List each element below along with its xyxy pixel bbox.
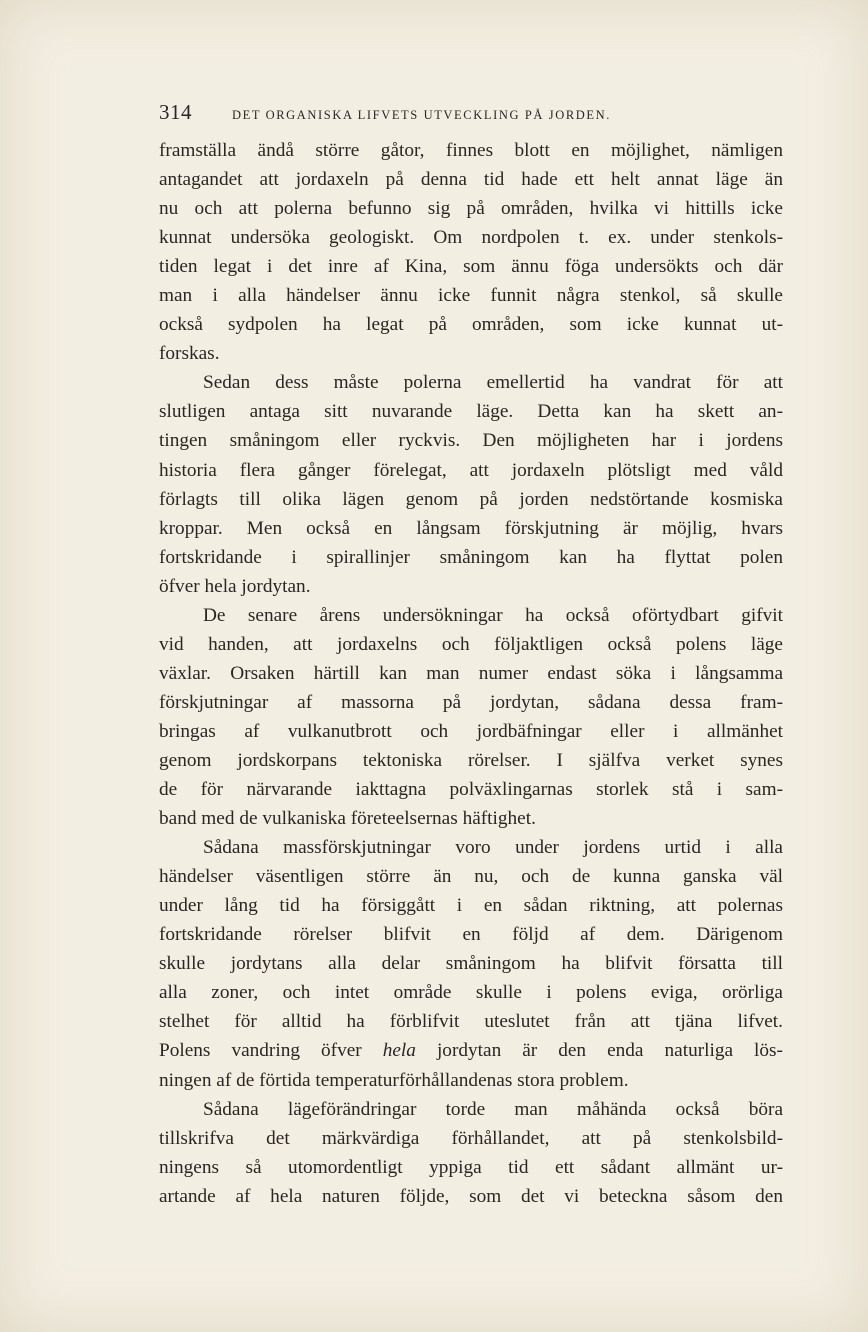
text-line: förskjutningar af massorna på jordytan, sådana dessa fram- bbox=[159, 691, 783, 713]
text-line bbox=[159, 1036, 783, 1065]
text-line: händelser väsentligen större än nu, och de kunna ganska väl bbox=[159, 866, 783, 888]
text-line: öfver hela jordytan. bbox=[159, 575, 311, 597]
text-line: de för närvarande iakttagna polväxlingarnas storlek stå i sam- bbox=[159, 779, 783, 801]
text-line: också sydpolen ha legat på områden, som icke kunnat ut- bbox=[159, 314, 783, 336]
text-line: genom jordskorpans tektoniska rörelser. I själfva verket synes bbox=[159, 749, 783, 771]
text-line: bringas af vulkanutbrott och jordbäfningar eller i allmänhet bbox=[159, 720, 783, 742]
text-line: skulle jordytans alla delar småningom ha blifvit försatta till bbox=[159, 953, 783, 975]
text-line: växlar. Orsaken härtill kan man numer endast söka i långsamma bbox=[159, 662, 783, 684]
text-line: vid handen, att jordaxelns och följaktligen också polens läge bbox=[159, 633, 783, 655]
text-line: kunnat undersöka geologiskt. Om nordpolen t. ex. under stenkols- bbox=[159, 227, 783, 249]
text-line: band med de vulkaniska företeelsernas häftighet. bbox=[159, 808, 536, 830]
text-segment: jordytan är den enda naturliga lös- bbox=[436, 1040, 783, 1062]
text-line: nu och att polerna befunno sig på områden, hvilka vi hittills icke bbox=[159, 198, 783, 220]
text-line: under lång tid ha försiggått i en sådan riktning, att polernas bbox=[159, 895, 783, 917]
body-text bbox=[159, 136, 783, 1211]
page-number: 314 bbox=[159, 100, 192, 124]
text-line: tillskrifva det märkvärdiga förhållandet, att på stenkolsbild- bbox=[159, 1127, 783, 1149]
text-line: alla zoner, och intet område skulle i polens eviga, orörliga bbox=[159, 982, 783, 1004]
running-title: DET ORGANISKA LIFVETS UTVECKLING PÅ JORDEN. bbox=[232, 108, 611, 122]
text-line: tiden legat i det inre af Kina, som ännu föga undersökts och där bbox=[159, 256, 783, 278]
text-line: fortskridande rörelser blifvit en följd af dem. Därigenom bbox=[159, 924, 783, 946]
text-line: Sådana massförskjutningar voro under jordens urtid i alla bbox=[203, 837, 783, 859]
text-line: forskas. bbox=[159, 343, 220, 365]
text-line: framställa ändå större gåtor, finnes blott en möjlighet, nämligen bbox=[159, 140, 783, 161]
text-line: förlagts till olika lägen genom på jorden nedstörtande kosmiska bbox=[159, 488, 783, 510]
text-line: De senare årens undersökningar ha också oförtydbart gifvit bbox=[203, 604, 783, 626]
text-line: antagandet att jordaxeln på denna tid hade ett helt annat läge än bbox=[159, 169, 783, 191]
text-line: kroppar. Men också en långsam förskjutning är möjlig, hvars bbox=[159, 517, 783, 539]
text-line: tingen småningom eller ryckvis. Den möjligheten har i jordens bbox=[159, 430, 783, 452]
text-line: Sådana lägeförändringar torde man måhända också böra bbox=[203, 1098, 783, 1120]
text-line: ningen af de förtida temperaturförhållandenas stora problem. bbox=[159, 1069, 629, 1091]
page-header bbox=[159, 100, 783, 125]
text-line: artande af hela naturen följde, som det vi beteckna såsom den bbox=[159, 1185, 783, 1207]
italic-word: hela bbox=[382, 1040, 416, 1062]
text-line: Sedan dess måste polerna emellertid ha vandrat för att bbox=[203, 372, 783, 394]
text-line: historia flera gånger förelegat, att jordaxeln plötsligt med våld bbox=[159, 459, 783, 481]
text-line: stelhet för alltid ha förblifvit uteslutet från att tjäna lifvet. bbox=[159, 1011, 783, 1033]
text-line: fortskridande i spirallinjer småningom kan ha flyttat polen bbox=[159, 546, 783, 568]
text-line: man i alla händelser ännu icke funnit några stenkol, så skulle bbox=[159, 285, 783, 307]
text-line: slutligen antaga sitt nuvarande läge. Detta kan ha skett an- bbox=[159, 401, 783, 423]
text-segment: Polens vandring öfver bbox=[159, 1040, 362, 1062]
text-line: ningens så utomordentligt yppiga tid ett sådant allmänt ur- bbox=[159, 1156, 783, 1178]
